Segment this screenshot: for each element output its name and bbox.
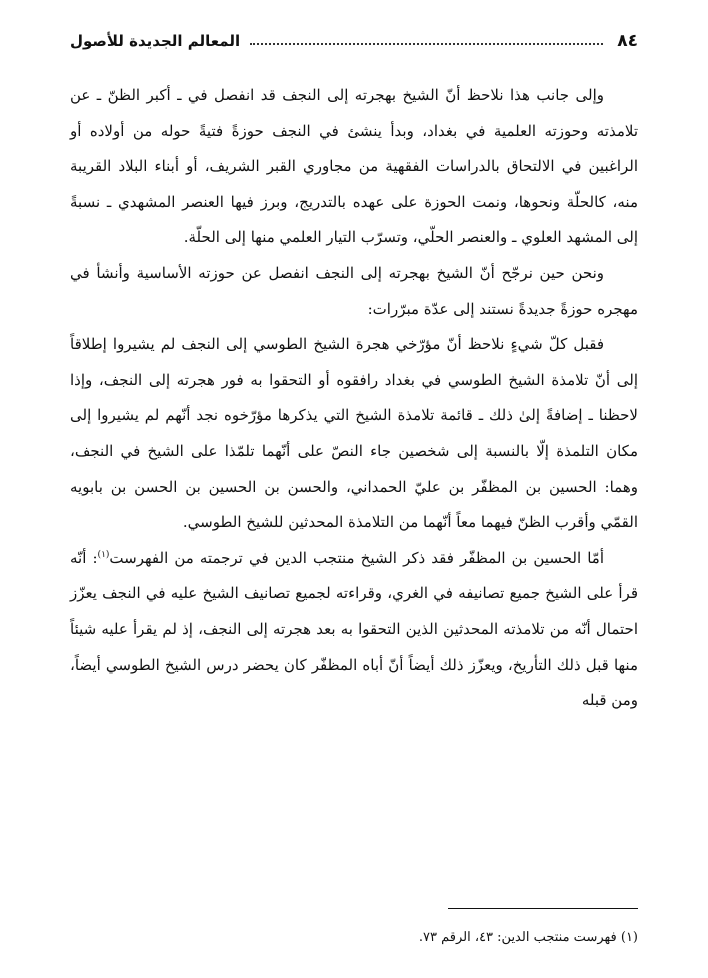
paragraph: وإلى جانب هذا نلاحظ أنّ الشيخ بهجرته إلى النجف قد انفصل في ـ أكبر الظنّ ـ عن تلامذته وحوزته العلمية في بغداد، وبدأ ينشئ في النجف حوزةً فتيةً حوله من أولاده أو الراغبين في الالتحاق بالدراسات الفقهية من مجاوري القبر الشريف، أو أبناء البلاد القريبة منه، كالحلّة ونحوها، ونمت الحوزة على عهده بالتدريج، وبرز فيها العنصر المشهدي ـ نسبةً إلى المشهد العلوي ـ والعنصر الحلّي، وتسرّب التيار العلمي منها إلى الحلّة. [70,86,638,247]
footnote: (١) فهرست منتجب الدين: ٤٣، الرقم ٧٣. [418,930,638,945]
paragraph-text: : أنّه قرأ على الشيخ جميع تصانيفه في الغري، وقراءته لجميع تصانيف الشيخ عليه في النجف يعزّز احتمال أنّه من تلامذته المحدثين الذين التحقوا به بعد هجرته إلى النجف، إذ لم يقرأ عليه شيئاً منها قبل ذلك التأريخ، ويعزّز ذلك أيضاً أنّ أباه المظفّر كان يحضر درس الشيخ الطوسي أيضاً، ومن قبله [70,548,638,710]
header-dotted-leader [250,43,603,45]
page-header [70,26,638,56]
paragraph: ونحن حين نرجّح أنّ الشيخ بهجرته إلى النجف انفصل عن حوزته الأساسية وأنشأ في مهجره حوزةً جديدةً نستند إلى عدّة مبرّرات: [70,263,638,318]
footnote-reference[interactable]: (١) [97,549,110,560]
paragraph [70,541,638,719]
paragraph: فقبل كلّ شيءٍ نلاحظ أنّ مؤرّخي هجرة الشيخ الطوسي إلى النجف لم يشيروا إطلاقاً إلى أنّ تلامذة الشيخ الطوسي في بغداد رافقوه أو التحقوا به فور هجرته إلى النجف، وإذا لاحظنا ـ إضافةً إلىٰ ذلك ـ قائمة تلامذة الشيخ التي يذكرها مؤرّخوه نجد أنّهم لم يشيروا إلى مكان التلمذة إلّا بالنسبة إلى شخصين جاء النصّ على أنّهما تلمّذا على الشيخ في النجف، وهما: الحسين بن المظفّر بن عليّ الحمداني، والحسن بن الحسين بن الحسن بن بابويه القمّي وأقرب الظنّ فيهما معاً أنّهما من التلامذة المحدثين للشيخ الطوسي. [70,335,638,532]
running-title: المعالم الجديدة للأصول [70,32,241,50]
body-text [70,78,638,719]
paragraph-text: أمّا الحسين بن المظفّر فقد ذكر الشيخ منتجب الدين في ترجمته من الفهرست [109,548,604,567]
footnote-separator [448,908,638,909]
page-number: ٨٤ [617,31,638,51]
